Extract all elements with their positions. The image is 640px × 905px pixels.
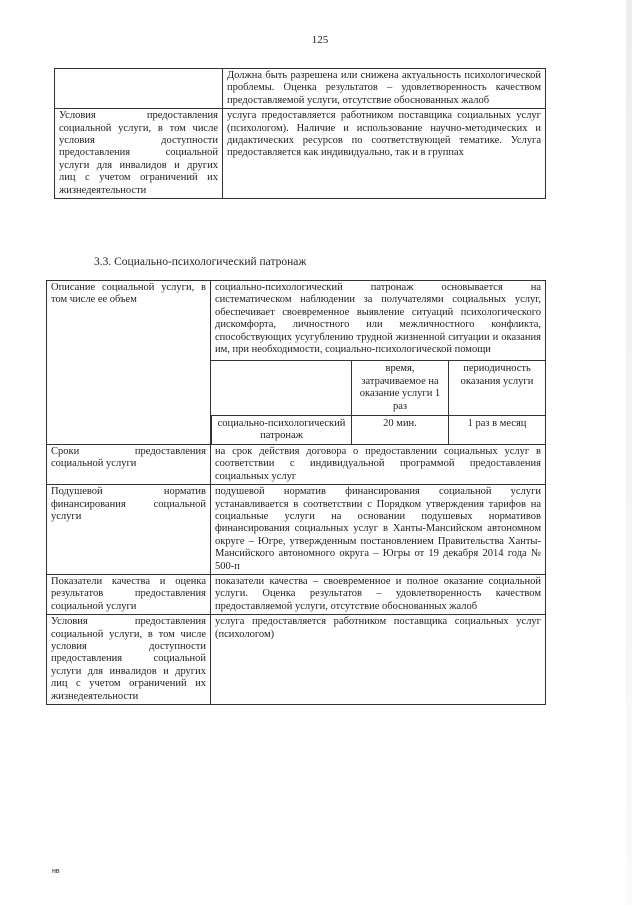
conditions-label: Условия предоставления социальной услуги, в том числе условия доступности предоставления социальной услуги для инвалидов и других лиц с учетом ограничений их жизнедеятельности bbox=[47, 615, 211, 705]
page-number: 125 bbox=[311, 34, 329, 46]
result-text: Должна быть разрешена или снижена актуальность психологической проблемы. Оценка результатов – удовлетворенность качеством предоставляемой услуги, отсутствие обоснованных жалоб bbox=[223, 69, 546, 109]
time-header: время, затрачиваемое на оказание услуги 1 раз bbox=[351, 361, 448, 415]
conditions-text: услуга предоставляется работником поставщика социальных услуг (психологом) bbox=[211, 615, 546, 705]
norm-text: подушевой норматив финансирования социальной услуги устанавливается в соответствии с Порядком утверждения тарифов на социальные услуги на основании подушевых нормативов финансирования социальных услуг в Ханты-Мансийском автономном округе – Югре, утвержденным постановлением Правительства Ханты-Мансийского автономного округа – Югры от 19 декабря 2014 года № 500-п bbox=[211, 485, 546, 575]
table-row bbox=[55, 109, 546, 199]
description-label: Описание социальной услуги, в том числе ее объем bbox=[47, 281, 211, 445]
table-row bbox=[47, 574, 546, 614]
terms-label: Сроки предоставления социальной услуги bbox=[47, 444, 211, 484]
norm-label: Подушевой норматив финансирования социальной услуги bbox=[47, 485, 211, 575]
section-heading: 3.3. Социально-психологический патронаж bbox=[94, 256, 307, 268]
continued-table bbox=[54, 68, 546, 199]
quality-label: Показатели качества и оценка результатов предоставления социальной услуги bbox=[47, 574, 211, 614]
service-name: социально-психологический патронаж bbox=[211, 415, 351, 445]
table-row bbox=[47, 444, 546, 484]
time-period-grid bbox=[211, 360, 545, 444]
service-table bbox=[46, 280, 546, 705]
empty-cell bbox=[55, 69, 223, 109]
description-cell bbox=[211, 281, 546, 445]
table-row bbox=[47, 281, 546, 445]
conditions-label: Условия предоставления социальной услуги, в том числе условия доступности предоставления социальной услуги для инвалидов и других лиц с учетом ограничений их жизнедеятельности bbox=[55, 109, 223, 199]
description-text: социально-психологический патронаж основывается на систематическом наблюдении за получателями социальных услуг, обеспечивает своевременное выявление ситуаций психологического дискомфорта, личностного или межличностного конфликта, способствующих усугублению трудной жизненной ситуации и оказания им, при необходимости, социально-психологической помощи bbox=[215, 282, 541, 356]
time-value: 20 мин. bbox=[351, 415, 448, 445]
period-value: 1 раз в месяц bbox=[448, 415, 545, 445]
scan-edge bbox=[626, 0, 632, 905]
table-row bbox=[47, 615, 546, 705]
conditions-text: услуга предоставляется работником поставщика социальных услуг (психологом). Наличие и использование научно-методических и дидактических ресурсов по соответствующей тематике. Услуга предоставляется как индивидуально, так и в группах bbox=[223, 109, 546, 199]
corner-mark: нв bbox=[52, 868, 60, 875]
table-row bbox=[55, 69, 546, 109]
terms-text: на срок действия договора о предоставлении социальных услуг в соответствии с индивидуальной программой предоставления социальных услуг bbox=[211, 444, 546, 484]
empty-cell bbox=[211, 361, 351, 415]
table-row bbox=[47, 485, 546, 575]
quality-text: показатели качества – своевременное и полное оказание социальной услуги. Оценка результатов – удовлетворенность качеством предоставляемой услуги, отсутствие обоснованных жалоб bbox=[211, 574, 546, 614]
period-header: периодичность оказания услуги bbox=[448, 361, 545, 415]
